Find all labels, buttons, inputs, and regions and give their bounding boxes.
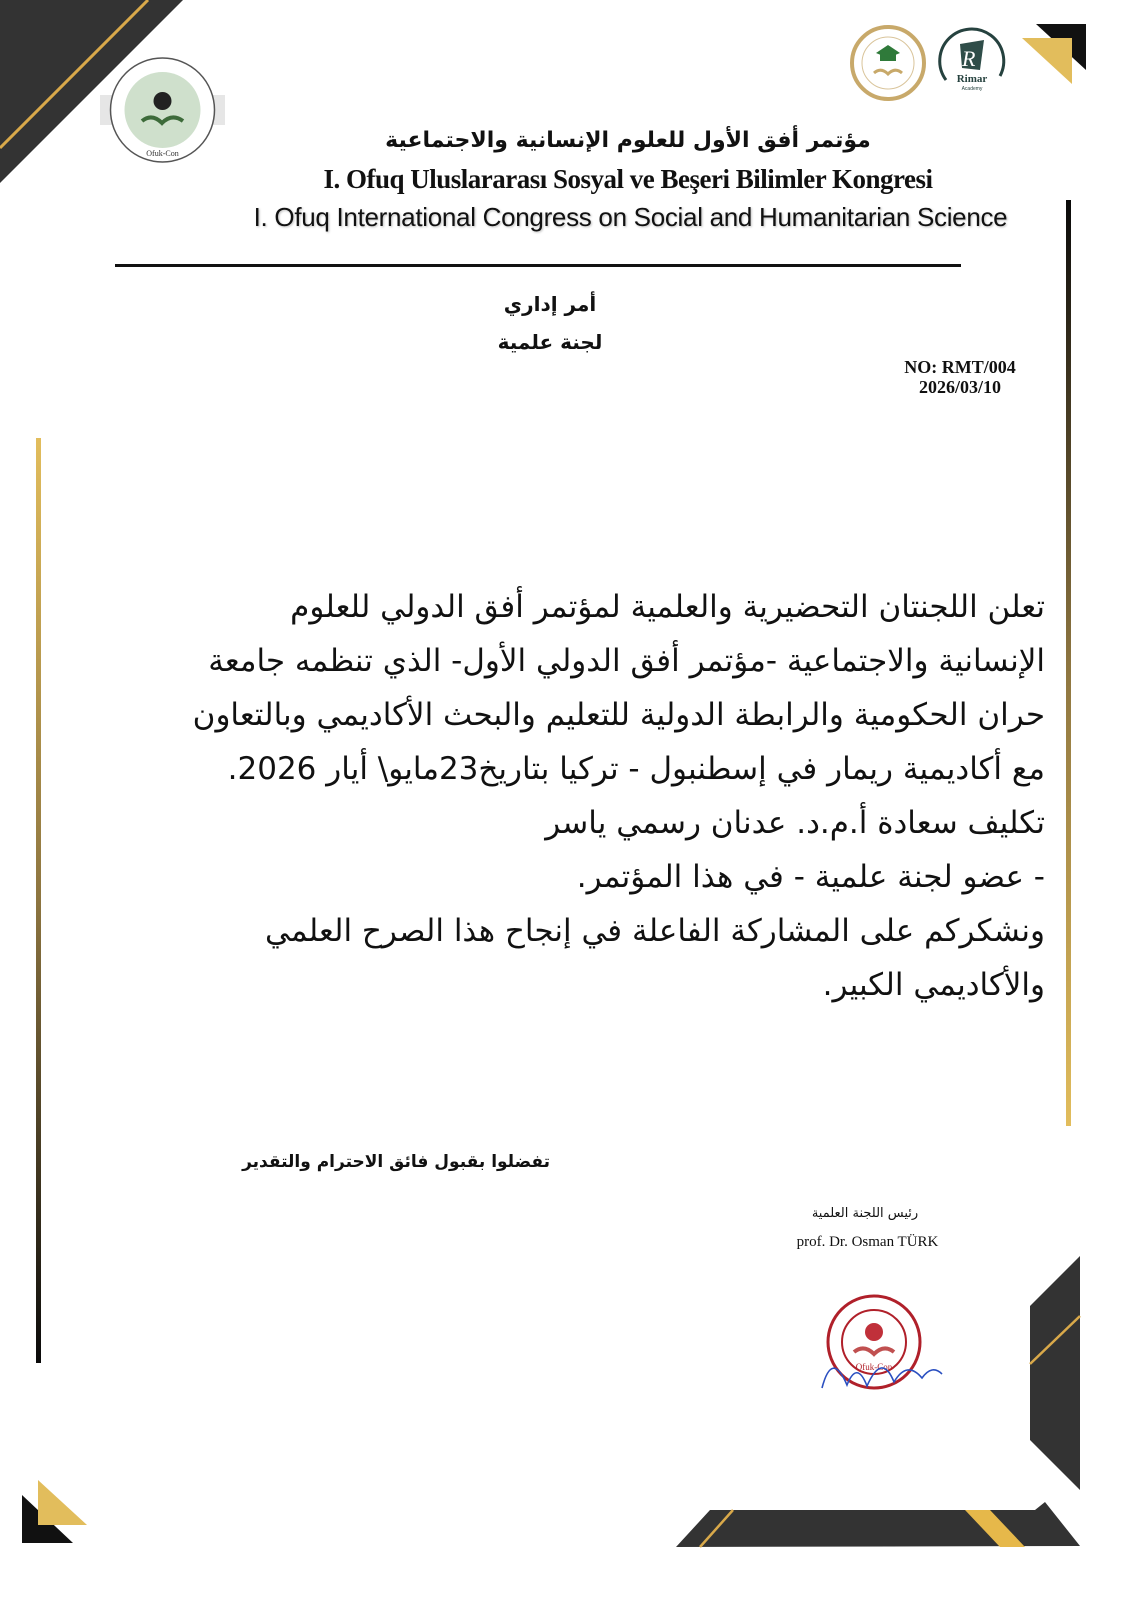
body-line: حران الحكومية والرابطة الدولية للتعليم والبحث الأكاديمي وبالتعاون (192, 697, 1045, 733)
corner-decoration-bottom-right (640, 1240, 1131, 1600)
rimar-academy-logo (932, 22, 1010, 100)
svg-text:R: R (962, 46, 976, 71)
order-subtitle: لجنة علمية (497, 330, 603, 354)
corner-decoration-top-right (1022, 22, 1088, 84)
ofuk-con-label: Ofuk-Con (146, 149, 179, 158)
body-line: تعلن اللجنتان التحضيرية والعلمية لمؤتمر أفق الدولي للعلوم (290, 589, 1045, 625)
letter-body (100, 580, 1045, 1012)
signatory-role: رئيس اللجنة العلمية (811, 1206, 919, 1221)
body-line: - عضو لجنة علمية - في هذا المؤتمر. (576, 859, 1045, 895)
rimar-sub: Academy (961, 86, 983, 92)
order-title: أمر إداري (503, 292, 597, 316)
stamp-label: Ofuk-Con (855, 1362, 893, 1372)
gold-side-bar-left (36, 438, 41, 1363)
reference-number: NO: RMT/004 (904, 357, 1016, 377)
congress-title-turkish: I. Ofuq Uluslararası Sosyal ve Beşeri Bilimler Kongresi (323, 164, 933, 194)
congress-title-arabic: مؤتمر أفق الأول للعلوم الإنسانية والاجتماعية (385, 128, 871, 153)
uea-logo (850, 25, 926, 101)
rimar-name: Rimar (956, 73, 988, 85)
body-line: والأكاديمي الكبير. (822, 967, 1045, 1003)
signatory-name: prof. Dr. Osman TÜRK (796, 1234, 939, 1250)
body-line: الإنسانية والاجتماعية -مؤتمر أفق الدولي الأول- الذي تنظمه جامعة (208, 643, 1045, 679)
congress-title-english: I. Ofuq International Congress on Social and Humanitarian Science (253, 202, 1008, 232)
body-line: مع أكاديمية ريمار في إسطنبول - تركيا بتاريخ23مايو\ أيار 2026. (227, 751, 1045, 787)
body-line: ونشكركم على المشاركة الفاعلة في إنجاح هذا الصرح العلمي (265, 913, 1045, 949)
reference-date: 2026/03/10 (918, 377, 1001, 397)
body-line: تكليف سعادة أ.م.د. عدنان رسمي ياسر (545, 805, 1045, 841)
gold-side-bar-right (1066, 200, 1071, 1126)
corner-decoration-bottom-left (20, 1480, 90, 1550)
closing-salutation: تفضلوا بقبول فائق الاحترام والتقدير (242, 1152, 550, 1172)
header-divider (115, 264, 961, 267)
